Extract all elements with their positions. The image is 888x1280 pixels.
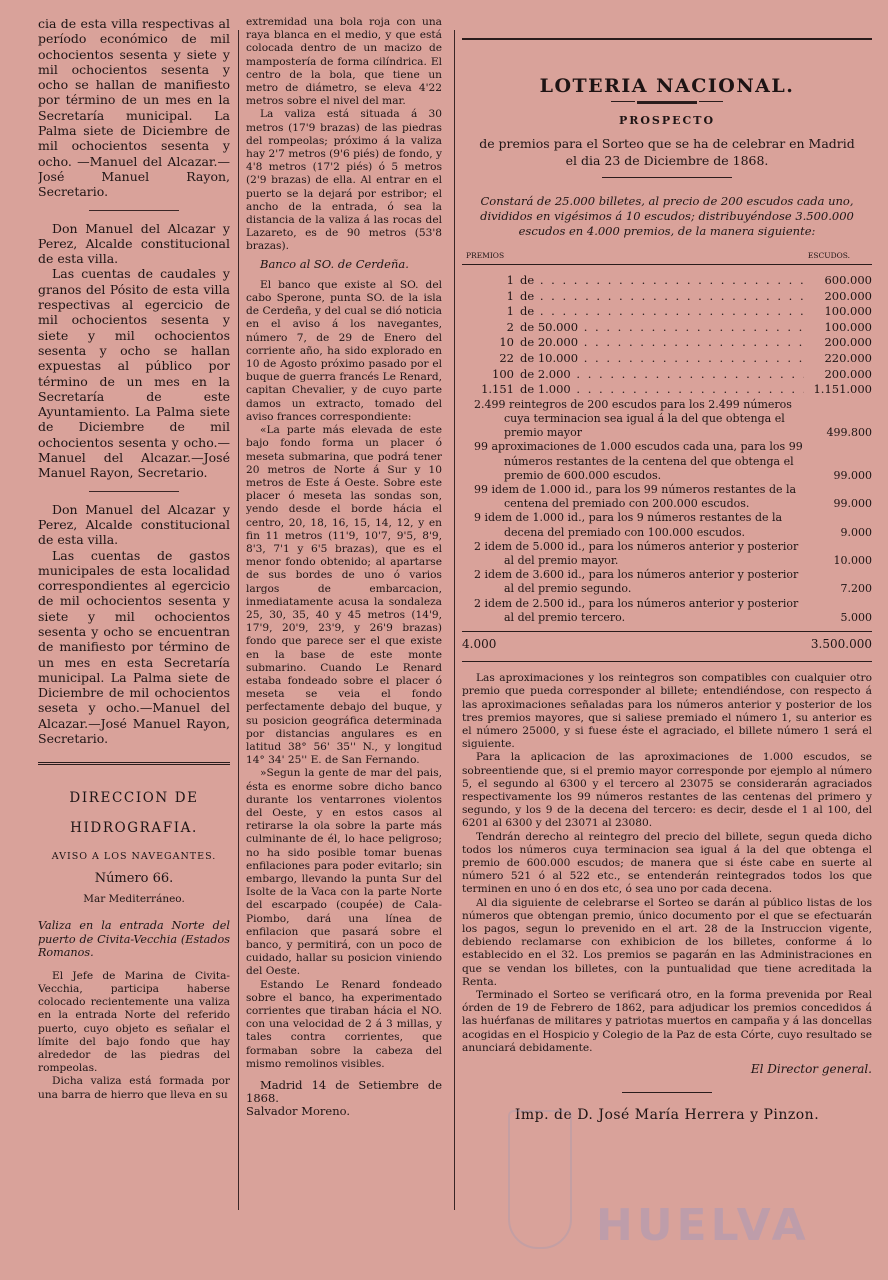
paragraph: Al dia siguiente de celebrarse el Sorteo se darán al público listas de los números que obtengan premio, único documento por el que se efectuarán los pagos, segun lo prevenido en el art. 28 de la Instruccion vigente, debiendo reclamarse con exhibicion de los billetes, conforme á lo establecido en el 32. Los premios se pagarán en las Administraciones en que se vendan los billetes, con la puntualidad que tiene acreditada la Renta. <box>462 896 872 988</box>
prize-table-header <box>462 249 872 265</box>
paragraph: El Jefe de Marina de Civita-Vecchia, participa haberse colocado recientemente una valiza en la entrada Norte del referido puerto, cuyo objeto es señalar el límite del bajo fondo que hay alrededor de las piedras del rompeolas. <box>38 969 230 1075</box>
prize-block <box>462 483 872 511</box>
column-3 <box>462 16 872 1216</box>
prize-label <box>462 320 804 336</box>
prize-row <box>462 273 872 289</box>
prize-block-amount: 99.000 <box>833 497 872 511</box>
prize-description: de <box>520 288 535 303</box>
column-rule-right <box>454 30 455 1210</box>
paragraph: »Segun la gente de mar del pais, ésta es enorme sobre dicho banco durante los ventarrones violentos del Oeste, y en estos casos al retirarse la ola sobre la parte más culminante de él, lo hace peligroso; no ha sido posible tomar buenas enfilaciones para poder evitarlo; sin embargo, llevando la punta Sur del Isolte de la Vaca con la parte Norte del escarpado (coupée) de Cala-Piombo, dará una línea de enfilacion que pasará sobre el banco, y permitirá, con un poco de cuidado, hallar su posicion viniendo del Oeste. <box>246 767 442 978</box>
paragraph: Estando Le Renard fondeado sobre el banco, ha experimentado corrientes que tiraban hácia el NO. con una velocidad de 2 á 3 millas, y tales contra corrientes, que formaban sobre la cabeza del mismo remolinos visibles. <box>246 978 442 1070</box>
header-premios: PREMIOS <box>466 250 505 260</box>
prize-block <box>462 597 872 625</box>
prize-block <box>462 440 872 483</box>
crest-watermark <box>508 1110 572 1249</box>
paragraph: Las cuentas de caudales y granos del Pósito de esta villa respectivas al egercicio de mil ochocientos sesenta y siete y mil ochocientos sesenta y ocho se hallan expuestas al público por término de un mes en la Secretaría de este Ayuntamiento. La Palma siete de Diciembre de mil ochocientos sesenta y ocho.—Manuel del Alcazar.—José Manuel Rayon, Secretario. <box>38 266 230 481</box>
prize-block-text: 2 idem de 3.600 id., para los números anterior y posterior al del premio segundo. <box>474 568 799 596</box>
prize-block-text: 99 idem de 1.000 id., para los 99 números restantes de la centena del premiado con 200.000 escudos. <box>474 482 797 511</box>
prize-description: de <box>520 304 535 319</box>
prize-label <box>462 273 804 289</box>
prize-block <box>462 568 872 596</box>
double-rule <box>38 762 230 765</box>
paragraph: La valiza está situada á 30 metros (17'9 brazas) de las piedras del rompeolas; próximo á la valiza hay 2'7 metros (9'6 piés) de fondo, y 4'8 metros (17'2 piés) ó 5 metros (2'9 brazas) de ella. Al entrar en el puerto se la dejará por estribor; el ancho de la entrada, ó sea la distancia de la valiza á las rocas del Lazareto, es de 90 metros (53'8 brazas). <box>246 108 442 253</box>
section-subheading: AVISO A LOS NAVEGANTES. <box>51 851 217 863</box>
prize-amount: 100.000 <box>824 319 872 334</box>
prize-block-text: 2 idem de 2.500 id., para los números anterior y posterior al del premio tercero. <box>474 596 799 624</box>
prize-block-amount: 9.000 <box>840 525 872 539</box>
prize-description: de 20.000 <box>520 335 579 350</box>
prize-block-text: 99 aproximaciones de 1.000 escudos cada una, para los 99 números restantes de la centena del que obtenga el premio de 600.000 escudos. <box>474 440 803 482</box>
prize-totals <box>462 631 872 651</box>
paragraph: Dicha valiza está formada por una barra de hierro que lleva en su <box>38 1075 230 1101</box>
prize-label <box>462 289 804 305</box>
prize-block <box>462 540 872 568</box>
paragraph: Tendrán derecho al reintegro del precio del billete, segun queda dicho todos los números cuya terminacion sea igual á la del que obtenga el premio de 600.000 escudos; de manera que si éste cabe en suerte al número 521 ó al 522 etc., se entenderán reintegrados todos los que terminen en uno ó en dos etc, ó sea uno por cada decena. <box>462 830 872 896</box>
prize-row <box>462 304 872 320</box>
prize-amount: 200.000 <box>824 335 872 350</box>
prize-row <box>462 320 872 336</box>
total-escudos: 3.500.000 <box>810 637 872 651</box>
prize-quantity: 1.151 <box>481 382 514 397</box>
prize-row <box>462 289 872 305</box>
subheading: Banco al SO. de Cerdeña. <box>260 256 409 271</box>
paragraph: cia de esta villa respectivas al período económico de mil ochocientos sesenta y siete y mil ochocientos sesenta y ocho se hallan de manifiesto por término de un mes en la Secretaría municipal. La Palma siete de Diciembre de mil ochocientos sesenta y ocho. —Manuel del Alcazar.—José Manuel Rayon, Secretario. <box>38 16 230 200</box>
subtitle-line-2: el dia 23 de Diciembre de 1868. <box>565 153 769 169</box>
subtitle-line-1: de premios para el Sorteo que se ha de celebrar en Madrid <box>479 136 855 152</box>
prize-row <box>462 367 872 383</box>
total-prizes: 4.000 <box>462 637 497 651</box>
prize-block-text: 9 idem de 1.000 id., para los 9 números restantes de la decena del premiado con 100.000 escudos. <box>474 511 783 539</box>
prize-label <box>462 351 804 367</box>
section-heading: DIRECCION DE HIDROGRAFIA. <box>69 790 199 837</box>
column-2 <box>246 16 442 1216</box>
paragraph: extremidad una bola roja con una raya blanca en el medio, y que está colocada dentro de un macizo de mampostería de forma cilíndrica. El centro de la bola, que tiene un metro de diámetro, se eleva 4'22 metros sobre el nivel del mar. <box>246 16 442 108</box>
notice-heading: Don Manuel del Alcazar y Perez, Alcalde constitucional de esta villa. <box>38 501 230 548</box>
prize-label <box>462 304 804 320</box>
separator <box>89 491 179 492</box>
prize-table <box>462 273 872 398</box>
prize-label <box>462 367 804 383</box>
paragraph: Las aproximaciones y los reintegros son compatibles con cualquier otro premio que pueda corresponder al billete; entendiéndose, con respecto á las aproximaciones señaladas para los números anterior y posterior de los tres premios mayores, que si saliese premiado el número 1, su anterior es el número 25000, y si fuese éste el agraciado, el billete número 1 será el siguiente. <box>462 672 872 751</box>
lottery-intro: Constará de 25.000 billetes, al precio de 200 escudos cada uno, divididos en vigésimos á 10 escudos; distribuyéndose 3.500.000 escudos en 4.000 premios, de la manera siguiente: <box>480 194 854 238</box>
prize-quantity: 10 <box>499 335 514 350</box>
separator <box>89 210 179 211</box>
prize-block-amount: 5.000 <box>840 610 872 624</box>
prize-quantity: 100 <box>492 366 514 381</box>
prize-block-amount: 99.000 <box>833 468 872 482</box>
prize-amount: 200.000 <box>824 288 872 303</box>
prize-block <box>462 511 872 539</box>
top-rule <box>462 38 872 40</box>
prize-amount: 200.000 <box>824 366 872 381</box>
prize-description: de <box>520 273 535 287</box>
prize-block-amount: 10.000 <box>833 553 872 567</box>
prize-block <box>462 398 872 441</box>
lottery-title: LOTERIA NACIONAL. <box>539 75 795 97</box>
ornament-rule <box>602 177 732 178</box>
separator <box>622 1092 712 1093</box>
watermark-text: HUELVA <box>596 1200 810 1251</box>
notice-number: Número 66. <box>94 870 174 886</box>
prize-amount: 220.000 <box>824 350 872 365</box>
prize-label <box>462 335 804 351</box>
prize-block-amount: 7.200 <box>840 582 872 596</box>
rule <box>462 661 872 662</box>
paragraph: Para la aplicacion de las aproximaciones de 1.000 escudos, se sobreentiende que, si el premio mayor corresponde por ejemplo al número 5, el segundo al 6300 y el tercero al 23075 se considerarán agraciados respectivamente los 99 números restantes de las centenas del primero y segundo, y los 9 de la decena del tercero: es decir, desde el 1 al 100, del 6201 al 6300 y del 23071 al 23080. <box>462 751 872 830</box>
ornament <box>637 101 697 104</box>
prize-block-list <box>462 398 872 625</box>
director-signature: El Director general. <box>750 1062 872 1077</box>
printer-imprint: Imp. de D. José María Herrera y Pinzon. <box>514 1107 820 1124</box>
paragraph: El banco que existe al SO. del cabo Sperone, punta SO. de la isla de Cerdeña, y del cual se dió noticia en el aviso á los navegantes, número 7, de 29 de Enero del corriente año, ha sido explorado en 10 de Agosto próximo pasado por el buque de guerra francés Le Renard, capitan Chevalier, y de cuyo parte damos un extracto, tomado del aviso frances correspondiente: <box>246 278 442 423</box>
prize-quantity: 1 <box>506 288 514 303</box>
prize-block-text: 2.499 reintegros de 200 escudos para los 2.499 números cuya terminacion sea igual á la del que obtenga el premio mayor <box>474 397 792 440</box>
prize-amount: 1.151.000 <box>813 382 872 397</box>
prize-description: de 10.000 <box>520 350 579 365</box>
sea-name: Mar Mediterráneo. <box>83 892 185 905</box>
prize-quantity: 2 <box>506 319 514 334</box>
dateline: Madrid 14 de Setiembre de 1868. <box>246 1078 442 1106</box>
prize-amount: 100.000 <box>824 304 872 319</box>
paragraph: «La parte más elevada de este bajo fondo forma un placer ó meseta submarina, que podrá tener 20 metros de Norte á Sur y 10 metros de Este á Oeste. Sobre este placer ó meseta las sondas son, yendo desde el borde hácia el centro, 20, 18, 16, 15, 14, 12, y en fin 11 metros (11'9, 10'7, 9'5, 8'9, 8'3, 7'1 y 6'5 brazas), que es el menor fondo obtenido; al apartarse de sus bordes de uno ó varios largos de embarcacion, inmediatamente acusa la sondaleza 25, 30, 35, 40 y 45 metros (14'9, 17'9, 20'9, 23'9, y 26'9 brazas) fondo que parece ser el que existe en la base de este monte submarino. Cuando Le Renard estaba fondeado sobre el placer ó meseta se veia el fondo perfectamente debajo del buque, y su posicion geográfica determinada por distancias angulares es en latitud 38° 56' 35'' N., y longitud 14° 34' 25'' E. de San Fernando. <box>246 424 442 767</box>
prize-row <box>462 335 872 351</box>
prize-quantity: 1 <box>506 273 514 287</box>
column-rule-left <box>238 30 239 1210</box>
prize-description: de 1.000 <box>520 382 571 397</box>
prospecto-heading: PROSPECTO <box>618 114 716 128</box>
prize-quantity: 22 <box>499 350 514 365</box>
prize-quantity: 1 <box>506 304 514 319</box>
prize-description: de 50.000 <box>520 319 579 334</box>
notice-heading: Don Manuel del Alcazar y Perez, Alcalde constitucional de esta villa. <box>38 220 230 267</box>
signature: Salvador Moreno. <box>246 1104 350 1119</box>
paragraph: Terminado el Sorteo se verificará otro, en la forma prevenida por Real órden de 19 de Febrero de 1862, para adjudicar los premios concedidos á las huérfanas de militares y patriotas muertos en campaña y á las doncellas acogidas en el Hospicio y Colegio de la Paz de esta Córte, cuyo resultado se anunciará debidamente. <box>462 989 872 1054</box>
prize-description: de 2.000 <box>520 366 571 381</box>
paragraph: Las cuentas de gastos municipales de esta localidad correspondientes al egercicio de mil ochocientos sesenta y siete y mil ochocientos sesenta y ocho se encuentran de manifiesto por término de un mes en esta Secretaría municipal. La Palma siete de Diciembre de mil ochocientos seseta y ocho.—Manuel del Alcazar.—José Manuel Rayon, Secretario. <box>38 547 230 747</box>
prize-row <box>462 351 872 367</box>
prize-amount: 600.000 <box>824 273 872 287</box>
prize-row <box>462 382 872 398</box>
column-1 <box>38 16 230 1216</box>
prize-label <box>462 382 804 398</box>
notice-title: Valiza en la entrada Norte del puerto de Civita-Vecchia (Estados Romanos. <box>38 919 230 960</box>
prize-block-text: 2 idem de 5.000 id., para los números anterior y posterior al del premio mayor. <box>474 539 799 567</box>
header-escudos: ESCUDOS. <box>807 250 850 260</box>
prize-block-amount: 499.800 <box>826 426 872 440</box>
